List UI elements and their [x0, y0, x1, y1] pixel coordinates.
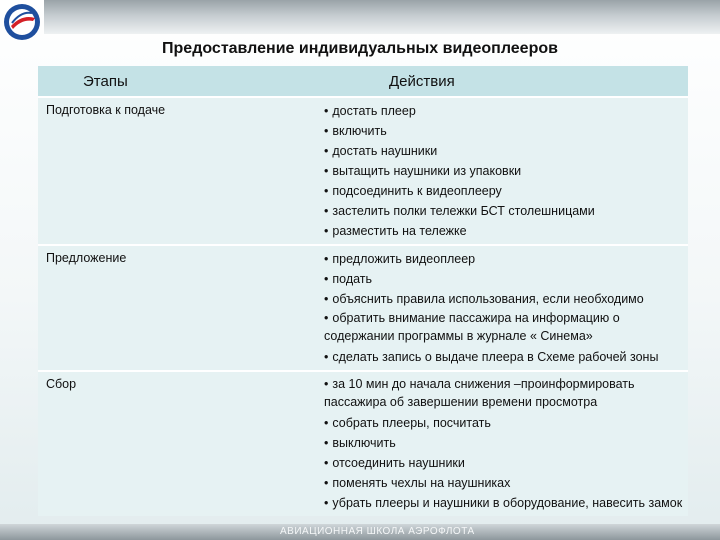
table-row: [38, 371, 688, 516]
action-item: [324, 493, 684, 513]
stage-cell: Подготовка к подаче: [38, 97, 184, 245]
action-item: [324, 453, 684, 473]
table-row: [38, 245, 688, 371]
bullet-icon: •: [324, 104, 329, 118]
action-item: [324, 221, 684, 241]
action-text: подсоединить к видеоплееру: [332, 184, 502, 198]
bullet-icon: •: [324, 124, 329, 138]
action-item: [324, 347, 684, 367]
action-text: убрать плееры и наушники в оборудование, навесить замок: [332, 496, 683, 510]
bullet-icon: •: [324, 311, 329, 325]
bullet-icon: •: [324, 496, 329, 510]
actions-cell: [184, 97, 688, 245]
bullet-icon: •: [324, 350, 329, 364]
action-text: сделать запись о выдаче плеера в Схеме рабочей зоны: [332, 350, 659, 364]
bullet-icon: •: [324, 292, 329, 306]
action-text: подать: [332, 272, 373, 286]
stage-cell: Предложение: [38, 245, 184, 371]
bullet-icon: •: [324, 416, 329, 430]
actions-cell: [184, 245, 688, 371]
action-text: обратить внимание пассажира на информацию о содержании программы в журнале « Синема»: [324, 311, 620, 343]
stages-table: [38, 66, 688, 516]
stage-cell: Сбор: [38, 371, 184, 516]
column-header-stages: Этапы: [38, 66, 184, 97]
action-text: предложить видеоплеер: [332, 252, 476, 266]
action-item: [324, 161, 684, 181]
action-text: за 10 мин до начала снижения –проинформировать пассажира об завершении времени просмотра: [324, 377, 635, 409]
action-item: [324, 121, 684, 141]
action-text: включить: [332, 124, 387, 138]
bullet-icon: •: [324, 144, 329, 158]
action-text: застелить полки тележки БСТ столешницами: [332, 204, 595, 218]
bullet-icon: •: [324, 164, 329, 178]
action-item: [324, 269, 684, 289]
action-item: [324, 375, 684, 411]
action-item: [324, 413, 684, 433]
action-text: поменять чехлы на наушниках: [332, 476, 511, 490]
action-item: [324, 201, 684, 221]
bullet-icon: •: [324, 476, 329, 490]
action-text: собрать плееры, посчитать: [332, 416, 491, 430]
action-item: [324, 181, 684, 201]
top-decor-bar: [44, 0, 720, 34]
bullet-icon: •: [324, 252, 329, 266]
action-text: достать плеер: [332, 104, 416, 118]
bullet-icon: •: [324, 272, 329, 286]
action-text: достать наушники: [332, 144, 438, 158]
action-item: [324, 249, 684, 269]
action-text: объяснить правила использования, если необходимо: [332, 292, 644, 306]
action-item: [324, 101, 684, 121]
action-item: [324, 473, 684, 493]
bullet-icon: •: [324, 377, 329, 391]
action-item: [324, 141, 684, 161]
bullet-icon: •: [324, 204, 329, 218]
page-title: Предоставление индивидуальных видеоплееров: [162, 40, 558, 57]
action-text: разместить на тележке: [332, 224, 467, 238]
action-text: вытащить наушники из упаковки: [332, 164, 522, 178]
footer-text: АВИАЦИОННАЯ ШКОЛА АЭРОФЛОТА: [280, 526, 475, 537]
bullet-icon: •: [324, 184, 329, 198]
bullet-icon: •: [324, 436, 329, 450]
table-header-row: [38, 66, 688, 97]
aeroflot-logo-icon: [2, 2, 42, 42]
action-item: [324, 289, 684, 309]
bullet-icon: •: [324, 456, 329, 470]
action-text: выключить: [332, 436, 396, 450]
actions-cell: [184, 371, 688, 516]
action-item: [324, 309, 684, 345]
column-header-actions: Действия: [184, 66, 688, 97]
action-item: [324, 433, 684, 453]
action-text: отсоединить наушники: [332, 456, 465, 470]
bullet-icon: •: [324, 224, 329, 238]
table-row: [38, 97, 688, 245]
